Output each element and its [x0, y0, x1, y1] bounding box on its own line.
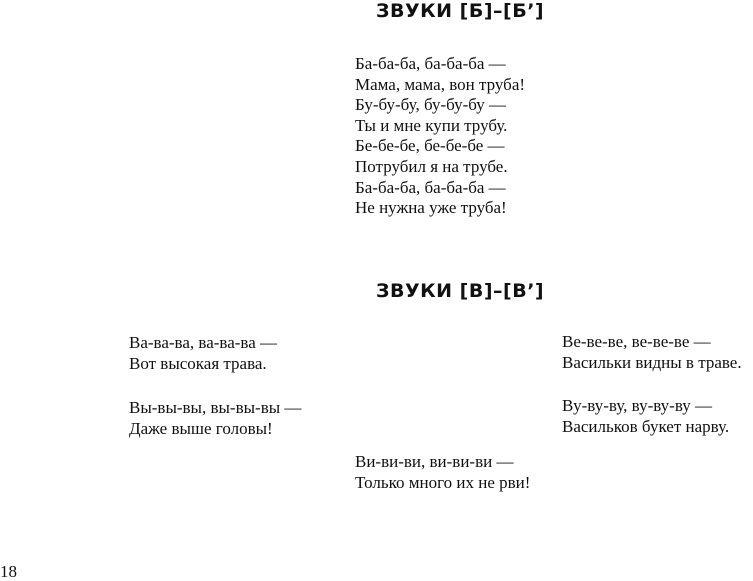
page-number: 18 — [0, 562, 17, 581]
poem-line: Потрубил я на трубе. — [355, 156, 508, 176]
section-heading-b: ЗВУКИ [Б]–[Б’] — [376, 0, 545, 22]
poem-line: Мама, мама, вон труба! — [355, 74, 526, 94]
poem-line: Бу-бу-бу, бу-бу-бу — — [355, 95, 507, 115]
poem-line: Ви-ви-ви, ви-ви-ви — — [355, 452, 514, 471]
poem-line: Васильков букет нарву. — [562, 416, 730, 436]
poem-line: Вот высокая трава. — [129, 353, 267, 373]
poem-line: Только много их не рви! — [355, 472, 531, 492]
poem-line: Бе-бе-бе, бе-бе-бе — — [355, 136, 505, 156]
poem-line: Вы-вы-вы, вы-вы-вы — — [129, 398, 302, 417]
poem-line: Ве-ве-ве, ве-ве-ве — — [562, 332, 711, 351]
section-heading-v: ЗВУКИ [В]–[В’] — [376, 280, 545, 302]
poem-b — [355, 54, 525, 219]
stanza-vy — [129, 398, 301, 439]
poem-line: Ва-ва-ва, ва-ва-ва — — [129, 333, 278, 352]
poem-line: Ты и мне купи трубу. — [355, 115, 508, 135]
poem-line: Даже выше головы! — [129, 418, 273, 438]
poem-line: Васильки видны в траве. — [562, 352, 742, 372]
stanza-vi — [355, 452, 530, 493]
stanza-ve — [562, 332, 742, 373]
poem-line: Не нужна уже труба! — [355, 198, 507, 218]
stanza-vu — [562, 396, 729, 437]
poem-line: Ба-ба-ба, ба-ба-ба — — [355, 54, 506, 73]
poem-line: Ву-ву-ву, ву-ву-ву — — [562, 396, 713, 415]
stanza-va — [129, 333, 277, 374]
poem-line: Ба-ба-ба, ба-ба-ба — — [355, 177, 506, 197]
